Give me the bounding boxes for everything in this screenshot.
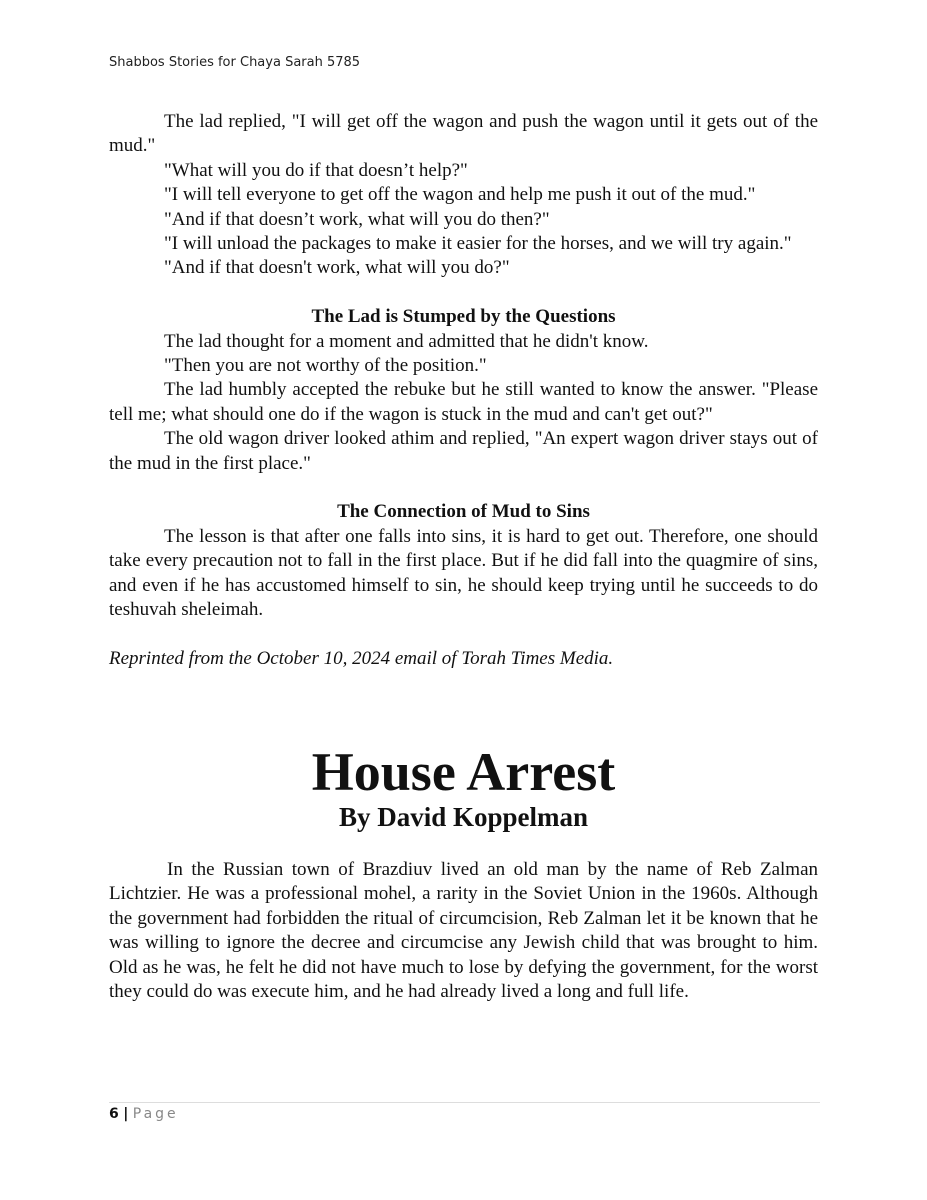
section-heading: The Connection of Mud to Sins [337,501,590,523]
paragraph: "What will you do if that doesn’t help?" [164,159,468,181]
paragraph: "And if that doesn't work, what will you do?" [164,257,510,279]
page-label: Page [132,1106,179,1122]
paragraph: "I will unload the packages to make it easier for the horses, and we will try again." [164,233,792,255]
article-title: House Arrest [311,742,616,802]
paragraph: The lad thought for a moment and admitted that he didn't know. [164,330,649,352]
paragraph: "Then you are not worthy of the position." [164,355,487,377]
paragraph: The lad humbly accepted the rebuke but he still wanted to know the answer. "Please tell me; what should one do if the wagon is stuck in the mud and can't get out?" [109,379,818,425]
reprint-credit: Reprinted from the October 10, 2024 email of Torah Times Media. [109,647,614,669]
story-continuation [109,110,818,671]
article-body [109,858,818,1004]
section-heading: The Lad is Stumped by the Questions [311,306,616,328]
page-footer [109,1106,179,1122]
paragraph: The old wagon driver looked athim and replied, "An expert wagon driver stays out of the mud in the first place." [109,428,818,474]
footer-divider [109,1102,820,1103]
paragraph: The lad replied, "I will get off the wagon and push the wagon until it gets out of the mud." [109,111,818,157]
paragraph: The lesson is that after one falls into sins, it is hard to get out. Therefore, one should take every precaution not to fall in the first place. But if he did fall into the quagmire of sins, and even if he has accustomed himself to sin, he should keep trying until he succeeds to do teshuvah sheleimah. [109,525,818,621]
page-number: 6 [109,1106,119,1122]
article-byline: By David Koppelman [338,802,589,832]
running-header: Shabbos Stories for Chaya Sarah 5785 [109,55,361,70]
footer-separator: | [123,1106,129,1122]
paragraph: "I will tell everyone to get off the wagon and help me push it out of the mud." [164,184,756,206]
paragraph: In the Russian town of Brazdiuv lived an old man by the name of Reb Zalman Lichtzier. He was a professional mohel, a rarity in the Soviet Union in the 1960s. Although the government had forbidden the ritual of circumcision, Reb Zalman let it be known that he was willing to ignore the decree and circumcise any Jewish child that was brought to him. Old as he was, he felt he did not have much to lose by defying the government, for the worst they could do was execute him, and he had already lived a long and full life. [109,859,818,1003]
paragraph: "And if that doesn’t work, what will you do then?" [164,208,550,230]
